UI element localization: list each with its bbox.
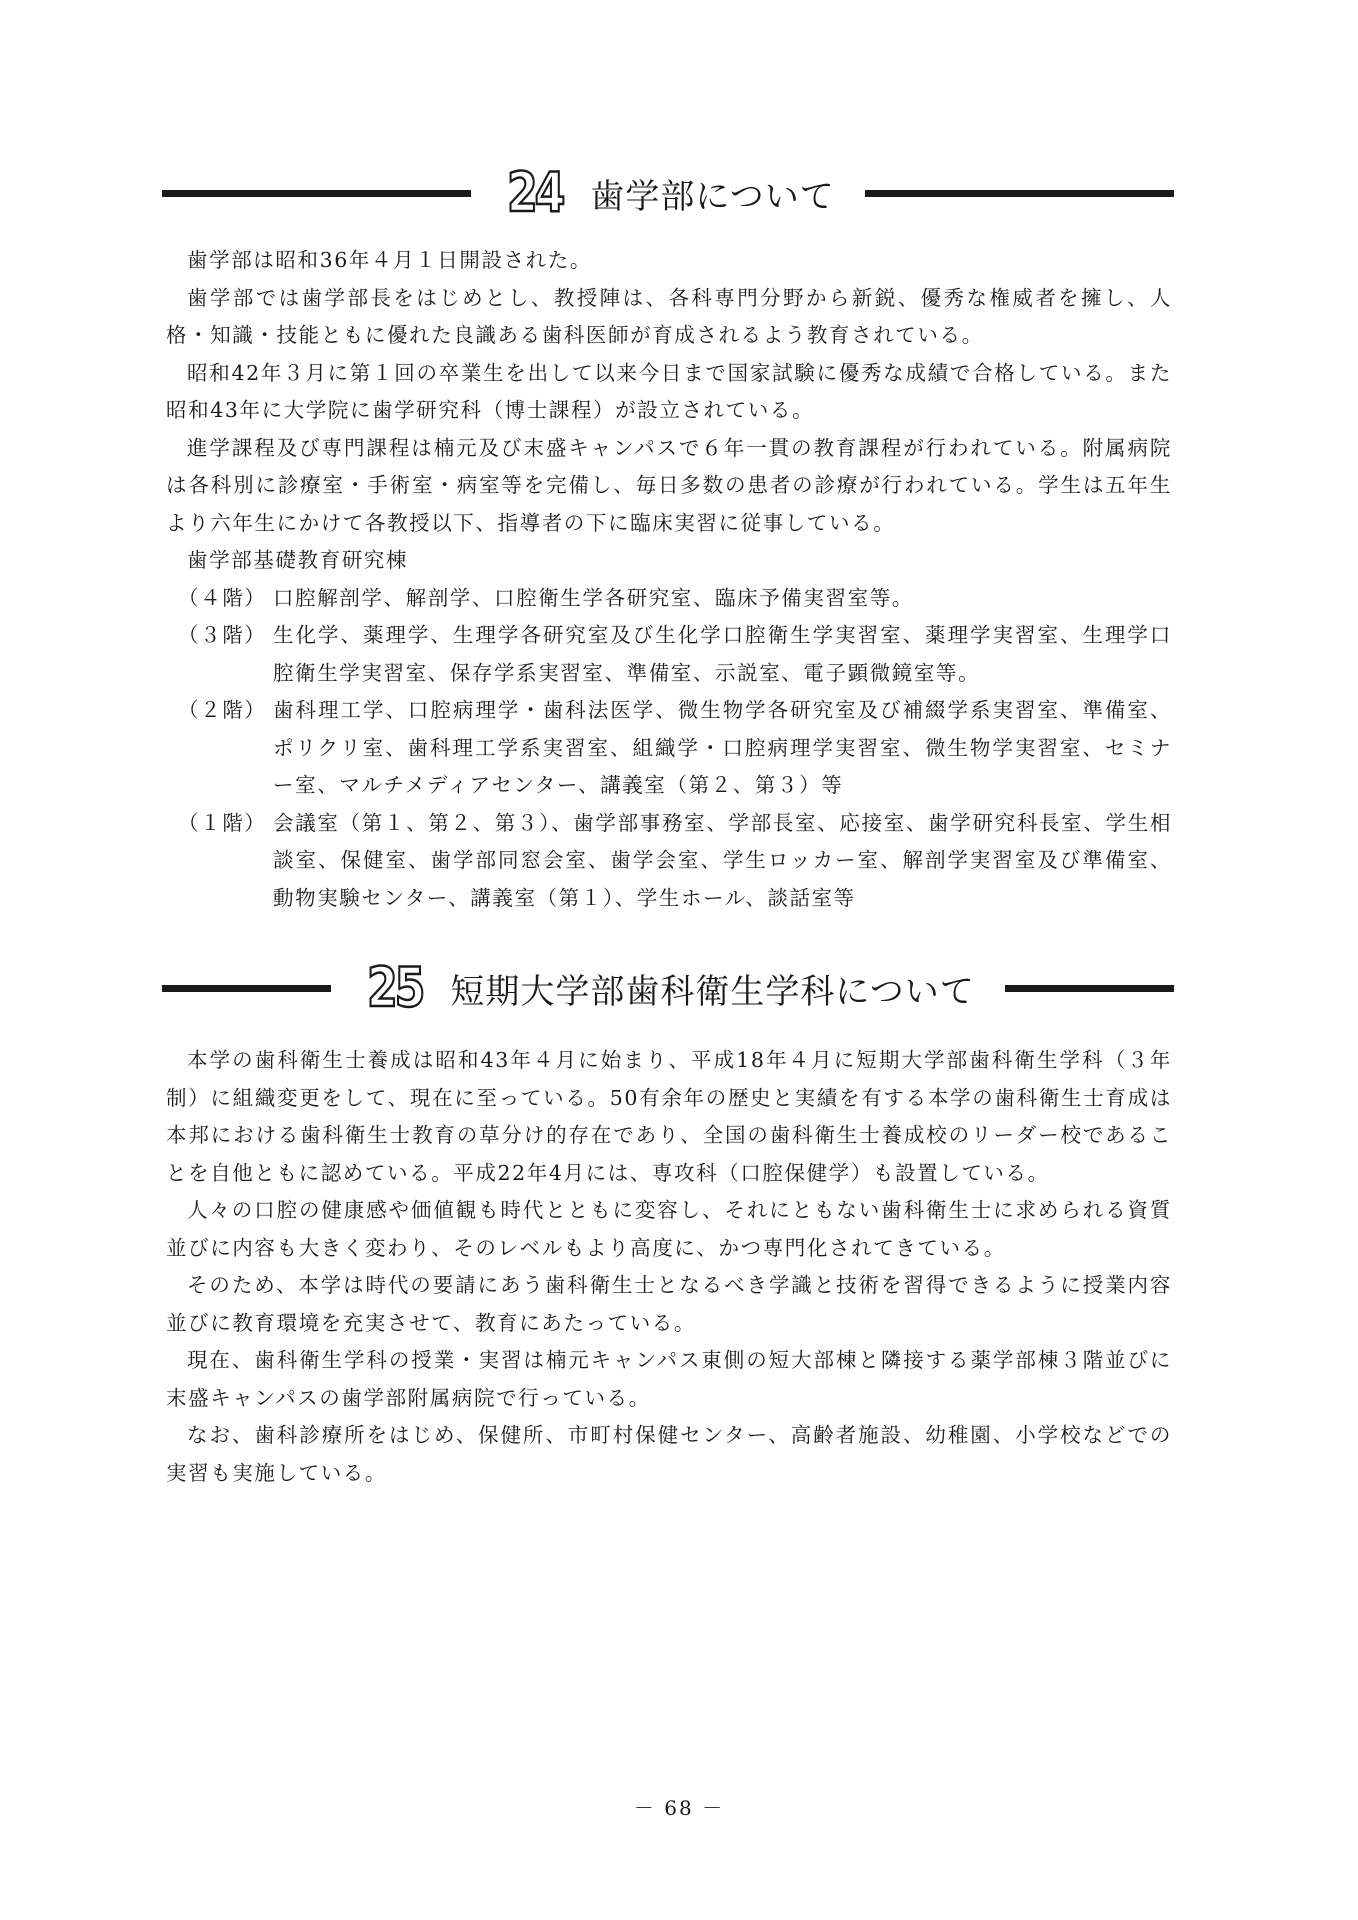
paragraph: 本学の歯科衛生士養成は昭和43年４月に始まり、平成18年４月に短期大学部歯科衛生学科（３年制）に組織変更をして、現在に至っている。50有余年の歴史と実績を有する本学の歯科衛生士育成は本邦における歯科衛生士教育の草分け的存在であり、全国の歯科衛生士養成校のリーダー校であることを自他ともに認めている。平成22年4月には、専攻科（口腔保健学）も設置している。 [166,1048,1172,1185]
heading-title-group [331,956,1004,1019]
floor-text: 口腔解剖学、解剖学、口腔衛生学各研究室、臨床予備実習室等。 [273,585,914,610]
floor-text: 歯科理工学、口腔病理学・歯科法医学、微生物学各研究室及び補綴学系実習室、準備室、ポリクリ室、歯科理工学系実習室、組織学・口腔病理学実習室、微生物学実習室、セミナー室、マルチメディアセンター、講義室（第２、第３）等 [273,698,1172,797]
floor-text: 生化学、薬理学、生理学各研究室及び生化学口腔衛生学実習室、薬理学実習室、生理学口腔衛生学実習室、保存学系実習室、準備室、示説室、電子顕微鏡室等。 [273,623,1172,685]
section-25-body [166,1042,1172,1492]
section-number: 24 [507,161,563,224]
floor-entry-3f [166,617,1172,692]
floor-entry-4f [166,580,1172,618]
floor-text: 会議室（第１、第２、第３）、歯学部事務室、学部長室、応接室、歯学研究科長室、学生相談室、保健室、歯学部同窓会室、歯学会室、学生ロッカー室、解剖学実習室及び準備室、動物実験センター、講義室（第１）、学生ホール、談話室等 [273,810,1172,910]
heading-title-group [471,161,864,224]
floor-entry-2f [166,692,1172,805]
heading-rule-left [162,985,331,992]
floor-entry-1f [166,805,1172,918]
paragraph: 現在、歯科衛生学科の授業・実習は楠元キャンパス東側の短大部棟と隣接する薬学部棟３階並びに末盛キャンパスの歯学部附属病院で行っている。 [166,1348,1172,1410]
section-number: 25 [367,956,423,1019]
floor-label: （３階） [178,623,267,647]
heading-rule-right [1005,985,1174,992]
paragraph: 昭和42年３月に第１回の卒業生を出して以来今日まで国家試験に優秀な成績で合格している。また昭和43年に大学院に歯学研究科（博士課程）が設立されている。 [166,360,1172,422]
section-24-heading [162,163,1174,223]
paragraph: 人々の口腔の健康感や価値観も時代とともに変容し、それにともない歯科衛生士に求められる資質並びに内容も大きく変わり、そのレベルもより高度に、かつ専門化されてきている。 [166,1198,1172,1260]
floor-label: （４階） [178,585,267,610]
paragraph: 進学課程及び専門課程は楠元及び末盛キャンパスで６年一貫の教育課程が行われている。附属病院は各科別に診療室・手術室・病室等を完備し、毎日多数の患者の診療が行われている。学生は五年生より六年生にかけて各教授以下、指導者の下に臨床実習に従事している。 [166,435,1172,535]
floor-label: （２階） [178,698,267,722]
paragraph: なお、歯科診療所をはじめ、保健所、市町村保健センター、高齢者施設、幼稚園、小学校などでの実習も実施している。 [166,1423,1172,1485]
page-number: － 68 － [633,1796,725,1820]
paragraph: そのため、本学は時代の要請にあう歯科衛生士となるべき学識と技術を習得できるように授業内容並びに教育環境を充実させて、教育にあたっている。 [166,1273,1172,1335]
section-24-body [166,242,1172,917]
heading-rule-left [162,190,471,197]
section-title: 歯学部について [590,176,835,217]
paragraph: 歯学部は昭和36年４月１日開設された。 [187,248,592,272]
heading-rule-right [865,190,1174,197]
paragraph: 歯学部では歯学部長をはじめとし、教授陣は、各科専門分野から新鋭、優秀な権威者を擁し、人格・知識・技能ともに優れた良識ある歯科医師が育成されるよう教育されている。 [166,285,1172,347]
floor-label: （１階） [178,810,267,835]
section-25-heading [162,958,1174,1018]
building-title: 歯学部基礎教育研究棟 [187,548,408,572]
section-title: 短期大学部歯科衛生学科について [450,971,975,1012]
